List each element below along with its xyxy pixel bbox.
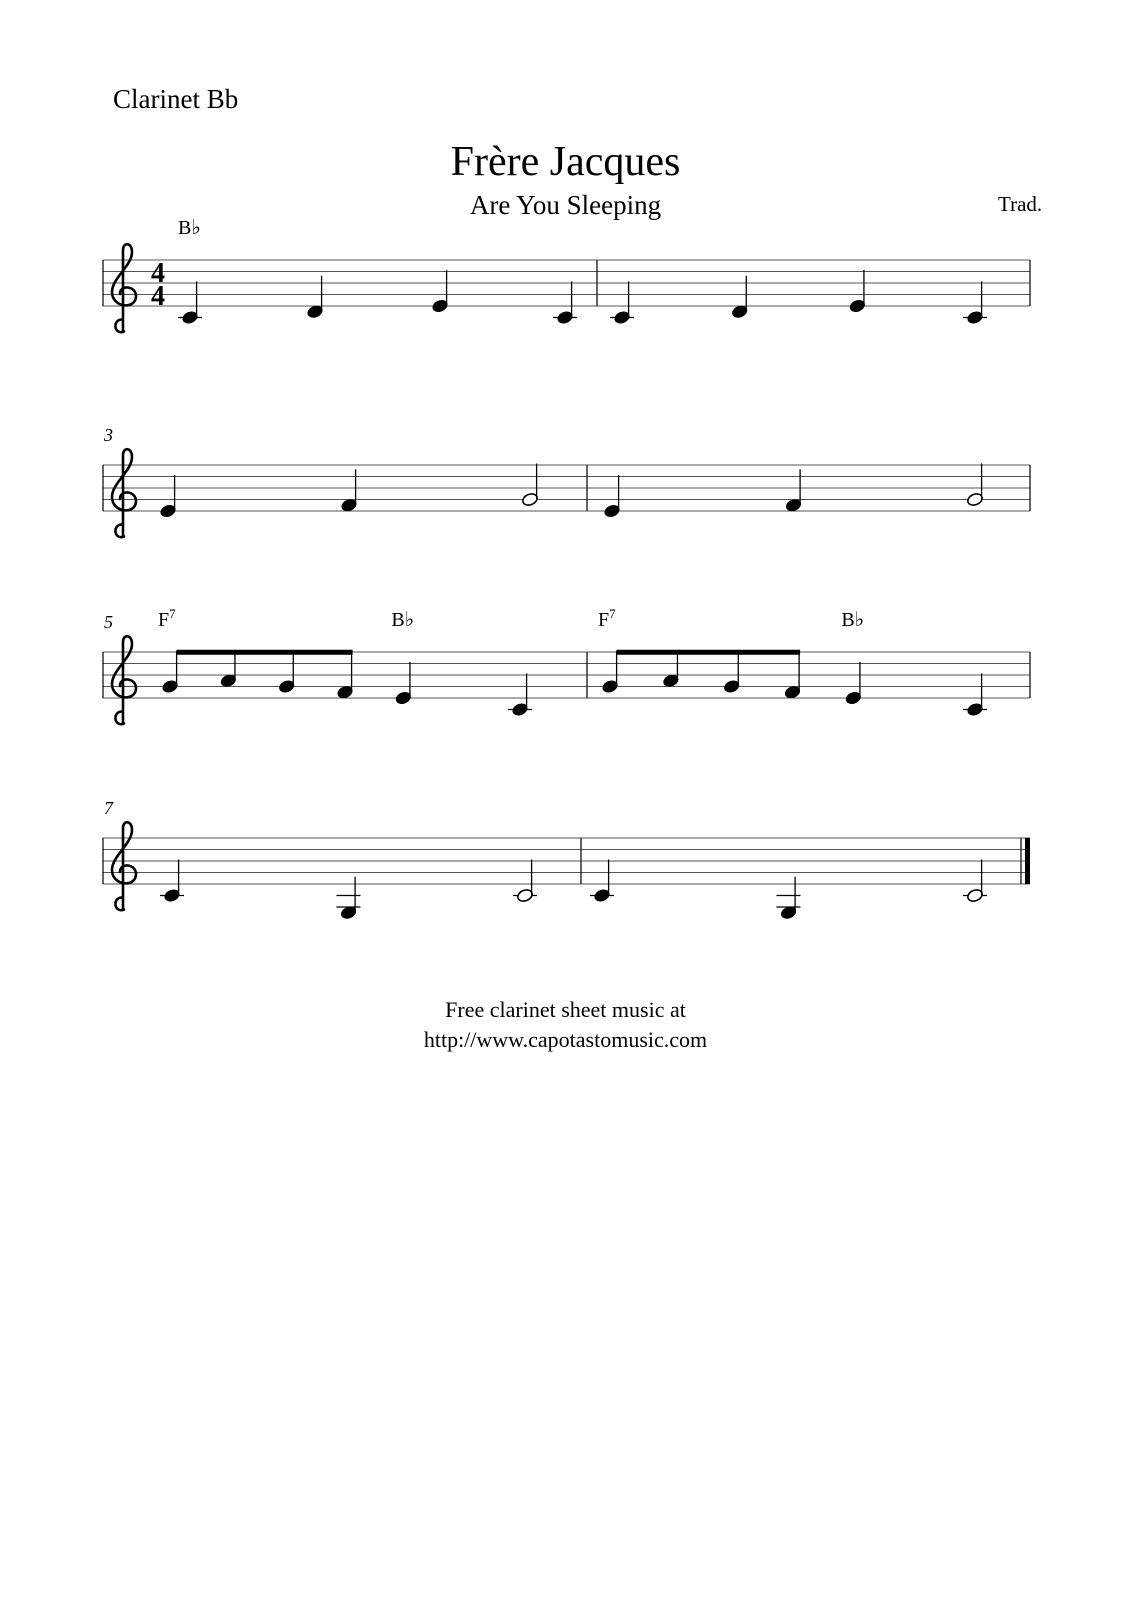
note xyxy=(431,270,449,314)
note xyxy=(220,651,238,689)
beam xyxy=(617,650,801,655)
instrument-name: Clarinet Bb xyxy=(113,84,239,114)
song-title: Frère Jacques xyxy=(450,139,681,185)
note xyxy=(340,469,358,513)
beam xyxy=(177,650,353,655)
staff-system xyxy=(103,798,1030,920)
note xyxy=(508,674,532,718)
note xyxy=(159,475,177,519)
treble-clef-icon xyxy=(112,822,136,910)
note xyxy=(521,464,539,508)
note xyxy=(610,282,634,326)
measure-number: 5 xyxy=(104,612,113,632)
measure-number: 3 xyxy=(104,425,113,445)
note xyxy=(278,651,296,694)
note xyxy=(662,651,680,689)
note xyxy=(966,464,984,508)
time-signature-bottom: 4 xyxy=(151,281,165,312)
note xyxy=(603,475,621,519)
note xyxy=(553,282,577,326)
staff-system xyxy=(103,217,1030,332)
composer-credit: Trad. xyxy=(998,192,1043,216)
note xyxy=(178,282,202,326)
note xyxy=(777,877,801,921)
note xyxy=(723,651,741,694)
chord-symbol: B♭ xyxy=(391,609,415,631)
footer-text: Free clarinet sheet music at xyxy=(445,997,686,1022)
time-signature-top: 4 xyxy=(151,258,165,289)
chord-symbol: B♭ xyxy=(178,217,201,239)
staff-system xyxy=(103,606,1030,724)
treble-clef-icon xyxy=(112,636,136,724)
footer-url[interactable]: http://www.capotastomusic.com xyxy=(423,1027,708,1052)
treble-clef-icon xyxy=(112,449,136,537)
note xyxy=(306,276,324,320)
note xyxy=(963,674,987,718)
note xyxy=(161,651,179,694)
note xyxy=(845,662,863,706)
note xyxy=(785,469,803,513)
note xyxy=(849,270,867,314)
staff-system xyxy=(103,425,1030,537)
chord-symbol: $F^7$ xyxy=(598,606,616,631)
note xyxy=(395,662,413,706)
note xyxy=(513,860,537,904)
note xyxy=(963,282,987,326)
note xyxy=(601,651,619,694)
note xyxy=(160,860,184,904)
measure-number: 7 xyxy=(104,798,113,818)
note xyxy=(337,877,361,921)
note xyxy=(590,860,614,904)
final-barline xyxy=(1025,838,1030,884)
note xyxy=(731,276,749,320)
chord-symbol: $F^7$ xyxy=(158,606,176,631)
song-subtitle: Are You Sleeping xyxy=(469,190,662,220)
treble-clef-icon xyxy=(112,244,136,332)
note xyxy=(963,860,987,904)
chord-symbol: B♭ xyxy=(841,609,865,631)
